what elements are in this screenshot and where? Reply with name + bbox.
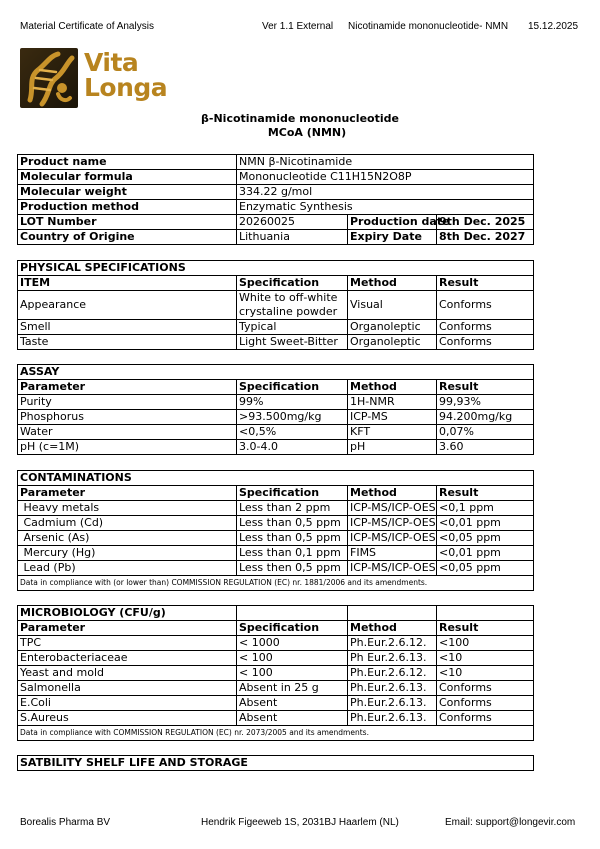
- column-header: Specification: [237, 380, 348, 395]
- section-title-row: [18, 365, 534, 380]
- cell: Ph.Eur.2.6.13.: [348, 711, 437, 726]
- cell: KFT: [348, 425, 437, 440]
- logo-line-vita: Vita: [84, 48, 139, 77]
- note-row: [18, 726, 534, 741]
- cell: <0,5%: [237, 425, 348, 440]
- section-title: PHYSICAL SPECIFICATIONS: [18, 261, 534, 276]
- section-title-row: [18, 606, 534, 621]
- cell: <0,01 ppm: [437, 516, 534, 531]
- cell: Conforms: [437, 711, 534, 726]
- product-info-table: [17, 154, 534, 245]
- cell: >93.500mg/kg: [237, 410, 348, 425]
- column-header: Parameter: [18, 486, 237, 501]
- cell: Organoleptic: [348, 335, 437, 350]
- physical-specifications-table: [17, 260, 534, 350]
- label-cell: Country of Origine: [18, 230, 237, 245]
- column-header: Method: [348, 621, 437, 636]
- value-cell: NMN β-Nicotinamide: [237, 155, 534, 170]
- cell: 3.60: [437, 440, 534, 455]
- section-title-row: [18, 261, 534, 276]
- table-row: [18, 681, 534, 696]
- cell: Conforms: [437, 335, 534, 350]
- table-row: [18, 501, 534, 516]
- cell: FIMS: [348, 546, 437, 561]
- table-row: [18, 291, 534, 320]
- cell: 94.200mg/kg: [437, 410, 534, 425]
- cell: 99,93%: [437, 395, 534, 410]
- doc-version: Ver 1.1 External: [262, 21, 334, 32]
- cell: Ph.Eur.2.6.12.: [348, 636, 437, 651]
- cell: Ph.Eur.2.6.12.: [348, 666, 437, 681]
- section-title-row: [18, 471, 534, 486]
- header-row: [18, 380, 534, 395]
- contaminations-table: [17, 470, 534, 591]
- cell: Ph Eur.2.6.13.: [348, 651, 437, 666]
- cell: White to off-white crystaline powder: [237, 291, 348, 320]
- header-row: [18, 621, 534, 636]
- column-header: Result: [437, 276, 534, 291]
- table-row: [18, 230, 534, 245]
- cell: Enterobacteriaceae: [18, 651, 237, 666]
- table-row: [18, 531, 534, 546]
- section-title: ASSAY: [18, 365, 534, 380]
- cell: E.Coli: [18, 696, 237, 711]
- footer-address: Hendrik Figeeweb 1S, 2031BJ Haarlem (NL): [201, 817, 399, 828]
- label-cell: LOT Number: [18, 215, 237, 230]
- cell: <10: [437, 651, 534, 666]
- cell: Mercury (Hg): [18, 546, 237, 561]
- cell: pH: [348, 440, 437, 455]
- value-cell: 9th Dec. 2025: [437, 215, 534, 230]
- footer-email: Email: support@longevir.com: [445, 817, 576, 828]
- cell: S.Aureus: [18, 711, 237, 726]
- section-title: CONTAMINATIONS: [18, 471, 534, 486]
- cell: pH (c=1M): [18, 440, 237, 455]
- cell: < 100: [237, 651, 348, 666]
- cell: Typical: [237, 320, 348, 335]
- cell: 99%: [237, 395, 348, 410]
- vita-longa-logo: [20, 44, 168, 110]
- label-cell: Product name: [18, 155, 237, 170]
- cell: Water: [18, 425, 237, 440]
- column-header: Method: [348, 276, 437, 291]
- cell: Ph.Eur.2.6.13.: [348, 696, 437, 711]
- cell: Heavy metals: [18, 501, 237, 516]
- empty-cell: [348, 606, 437, 621]
- column-header: Specification: [237, 276, 348, 291]
- cell: Purity: [18, 395, 237, 410]
- section-title: SATBILITY SHELF LIFE AND STORAGE: [18, 756, 534, 771]
- cell: Smell: [18, 320, 237, 335]
- column-header: Specification: [237, 621, 348, 636]
- value-cell: Lithuania: [237, 230, 348, 245]
- table-row: [18, 711, 534, 726]
- table-row: [18, 440, 534, 455]
- column-header: Method: [348, 486, 437, 501]
- table-row: [18, 170, 534, 185]
- label-cell: Production method: [18, 200, 237, 215]
- cell: Conforms: [437, 696, 534, 711]
- table-row: [18, 666, 534, 681]
- table-row: [18, 516, 534, 531]
- cell: 3.0-4.0: [237, 440, 348, 455]
- cell: Cadmium (Cd): [18, 516, 237, 531]
- cell: ICP-MS/ICP-OES: [348, 501, 437, 516]
- cell: < 1000: [237, 636, 348, 651]
- cell: Less then 0,5 ppm: [237, 561, 348, 576]
- column-header: Specification: [237, 486, 348, 501]
- value-cell: Mononucleotide C11H15N2O8P: [237, 170, 534, 185]
- regulation-note: Data in compliance with COMMISSION REGULATION (EC) nr. 2073/2005 and its amendments.: [18, 726, 534, 741]
- footer-company: Borealis Pharma BV: [20, 817, 111, 828]
- cell: Less than 0,5 ppm: [237, 531, 348, 546]
- value-cell: Enzymatic Synthesis: [237, 200, 534, 215]
- cell: <0,05 ppm: [437, 531, 534, 546]
- cell: Lead (Pb): [18, 561, 237, 576]
- column-header: Result: [437, 380, 534, 395]
- column-header: Parameter: [18, 380, 237, 395]
- label-cell: Production date: [348, 215, 437, 230]
- cell: < 100: [237, 666, 348, 681]
- cell: <10: [437, 666, 534, 681]
- column-header: Parameter: [18, 621, 237, 636]
- cell: <0,1 ppm: [437, 501, 534, 516]
- label-cell: Molecular formula: [18, 170, 237, 185]
- cell: Appearance: [18, 291, 237, 320]
- table-row: [18, 410, 534, 425]
- cell: Conforms: [437, 681, 534, 696]
- cell: ICP-MS/ICP-OES: [348, 516, 437, 531]
- table-row: [18, 215, 534, 230]
- empty-cell: [237, 606, 348, 621]
- cell: Organoleptic: [348, 320, 437, 335]
- logo-line-longa: Longa: [84, 73, 168, 102]
- table-row: [18, 546, 534, 561]
- header-row: [18, 486, 534, 501]
- cell: ICP-MS: [348, 410, 437, 425]
- regulation-note: Data in compliance with (or lower than) COMMISSION REGULATION (EC) nr. 1881/2006 and its amendments.: [18, 576, 534, 591]
- cell: ICP-MS/ICP-OES: [348, 561, 437, 576]
- cell: 0,07%: [437, 425, 534, 440]
- page-title: β-Nicotinamide mononucleotide: [201, 112, 399, 125]
- dna-hand-icon: [20, 48, 78, 108]
- table-row: [18, 651, 534, 666]
- cell: Light Sweet-Bitter: [237, 335, 348, 350]
- table-row: [18, 395, 534, 410]
- section-title-row: [18, 756, 534, 771]
- table-row: [18, 425, 534, 440]
- column-header: ITEM: [18, 276, 237, 291]
- cell: Taste: [18, 335, 237, 350]
- column-header: Result: [437, 486, 534, 501]
- value-cell: 20260025: [237, 215, 348, 230]
- cell: Conforms: [437, 320, 534, 335]
- cell: <100: [437, 636, 534, 651]
- cell: Yeast and mold: [18, 666, 237, 681]
- note-row: [18, 576, 534, 591]
- table-row: [18, 561, 534, 576]
- header-row: [18, 276, 534, 291]
- cell: <0,01 ppm: [437, 546, 534, 561]
- cell: Ph.Eur.2.6.13.: [348, 681, 437, 696]
- table-row: [18, 155, 534, 170]
- cell: Less than 0,5 ppm: [237, 516, 348, 531]
- microbiology-table: [17, 605, 534, 741]
- empty-cell: [437, 606, 534, 621]
- storage-table: [17, 755, 534, 771]
- value-cell: 334.22 g/mol: [237, 185, 534, 200]
- cell: Absent: [237, 696, 348, 711]
- section-title: MICROBIOLOGY (CFU/g): [18, 606, 237, 621]
- doc-product: Nicotinamide mononucleotide- NMN: [348, 21, 509, 32]
- column-header: Method: [348, 380, 437, 395]
- cell: Conforms: [437, 291, 534, 320]
- cell: Salmonella: [18, 681, 237, 696]
- page-subtitle: MCoA (NMN): [267, 126, 347, 139]
- cell: TPC: [18, 636, 237, 651]
- value-cell: 8th Dec. 2027: [437, 230, 534, 245]
- doc-date: 15.12.2025: [528, 21, 579, 32]
- cell: 1H-NMR: [348, 395, 437, 410]
- table-row: [18, 320, 534, 335]
- label-cell: Molecular weight: [18, 185, 237, 200]
- cell: Phosphorus: [18, 410, 237, 425]
- table-row: [18, 335, 534, 350]
- assay-table: [17, 364, 534, 455]
- table-row: [18, 185, 534, 200]
- cell: Absent in 25 g: [237, 681, 348, 696]
- table-row: [18, 696, 534, 711]
- table-row: [18, 200, 534, 215]
- cell: ICP-MS/ICP-OES: [348, 531, 437, 546]
- cell: Arsenic (As): [18, 531, 237, 546]
- column-header: Result: [437, 621, 534, 636]
- label-cell: Expiry Date: [348, 230, 437, 245]
- table-row: [18, 636, 534, 651]
- doc-type: Material Certificate of Analysis: [20, 21, 154, 32]
- cell: Absent: [237, 711, 348, 726]
- cell: Less than 2 ppm: [237, 501, 348, 516]
- cell: Less than 0,1 ppm: [237, 546, 348, 561]
- cell: <0,05 ppm: [437, 561, 534, 576]
- cell: Visual: [348, 291, 437, 320]
